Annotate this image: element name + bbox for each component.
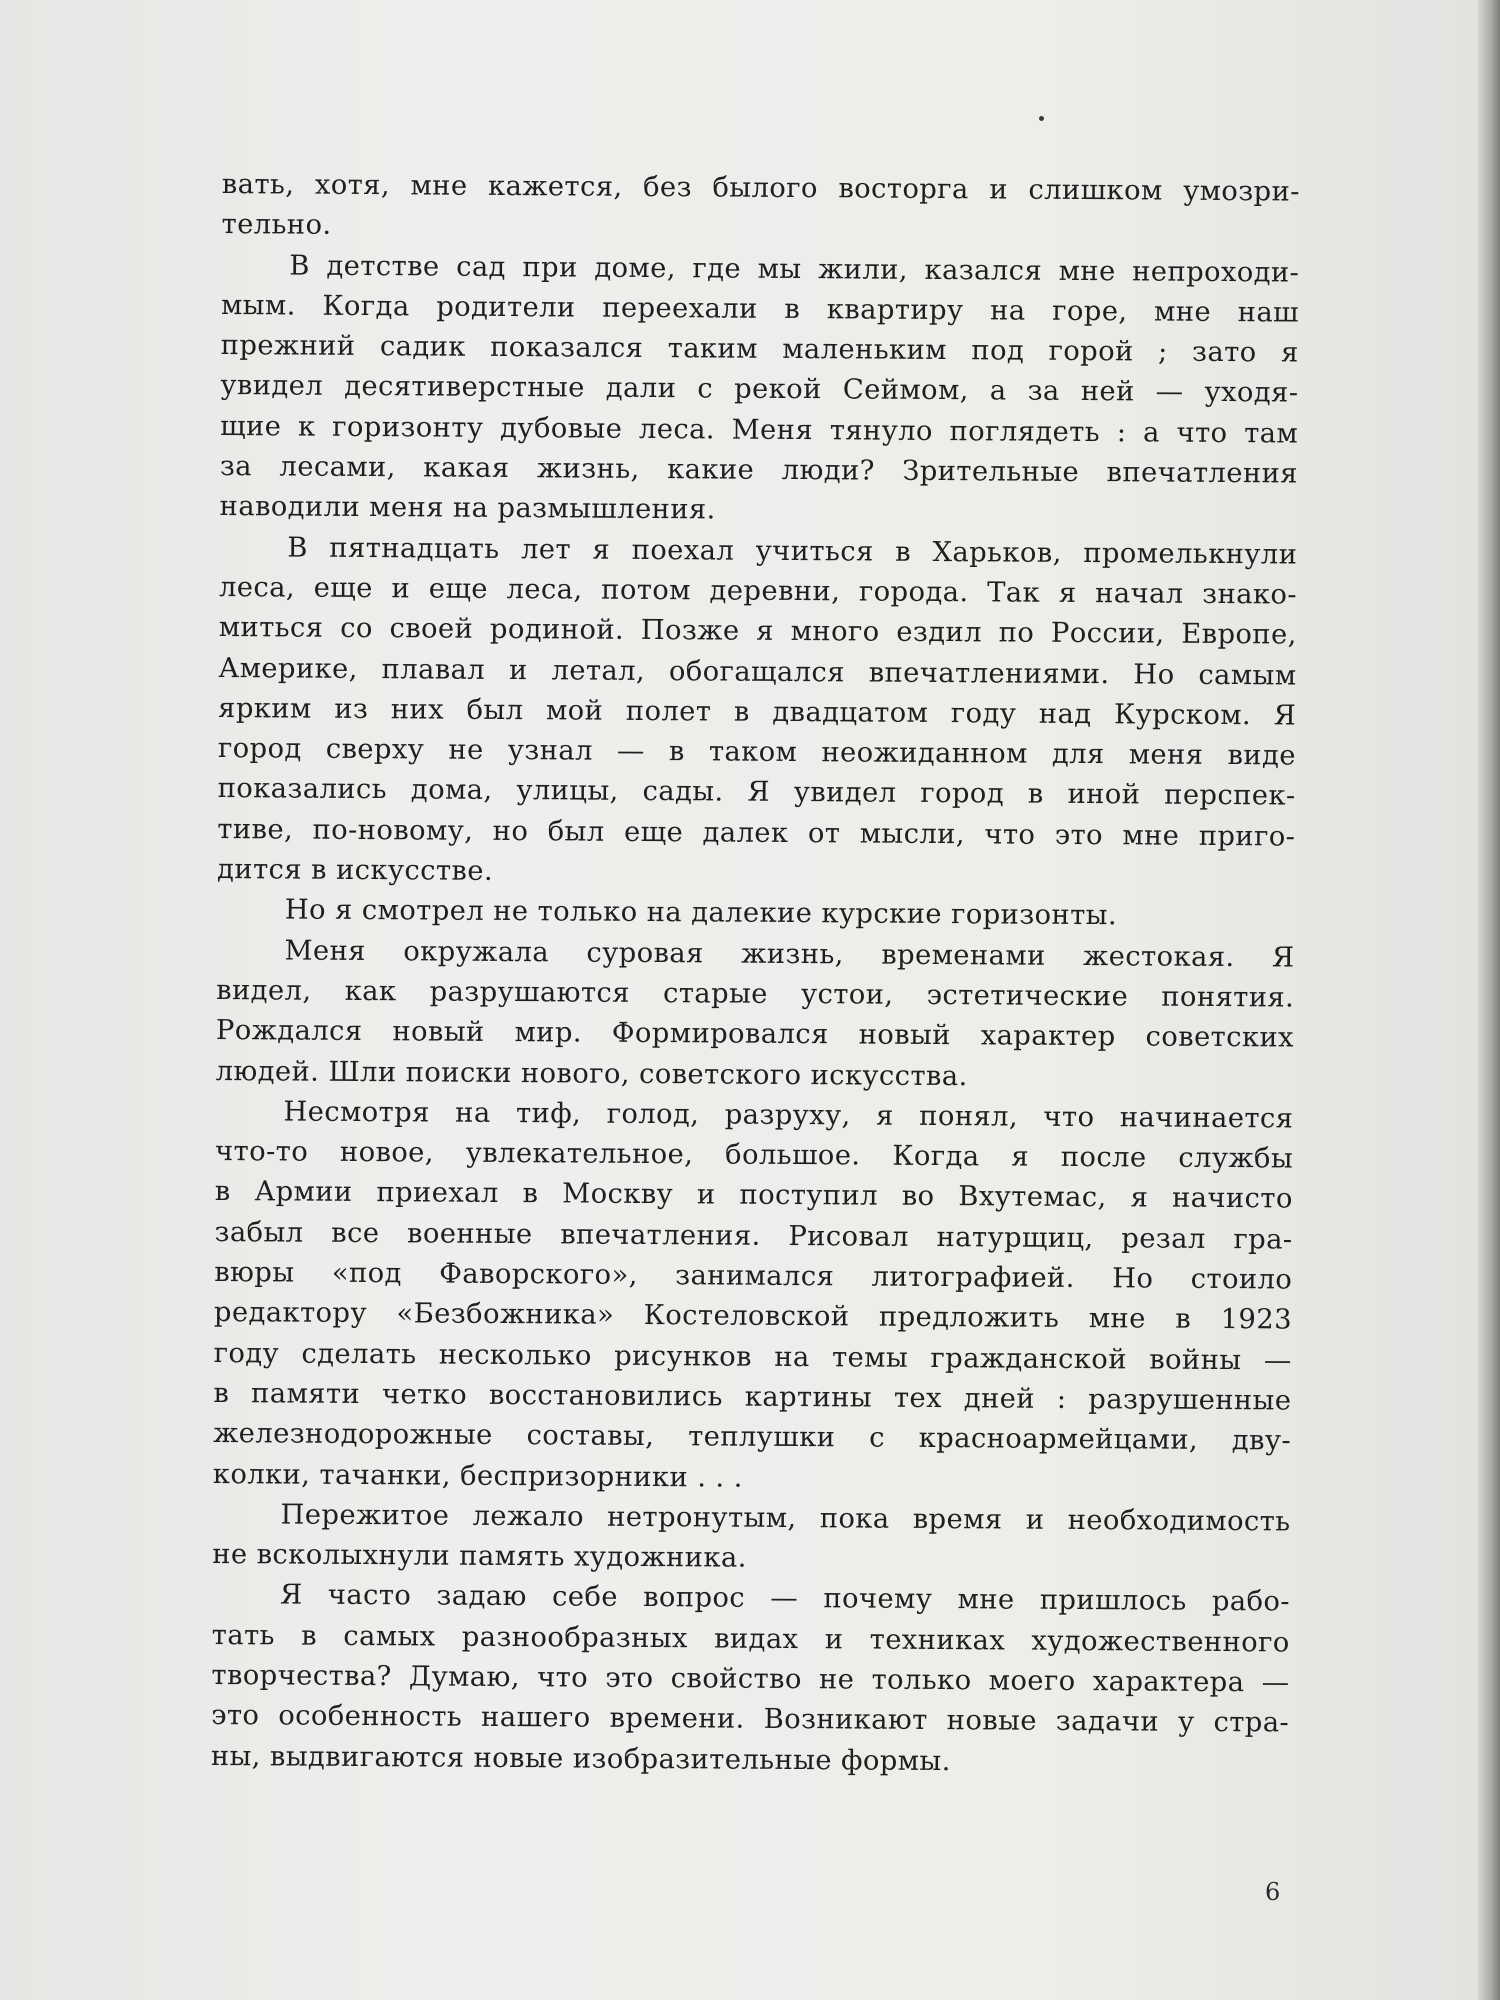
text-line: ярким из них был мой полет в двадцатом году над Курском. Я <box>218 692 1297 732</box>
text-line: вать, хотя, мне кажется, без былого восторга и слишком умозри- <box>221 168 1300 208</box>
text-line: творчества? Думаю, что это свойство не только моего характера — <box>211 1659 1290 1699</box>
text-line: что-то новое, увлекательное, большое. Когда я после службы <box>215 1136 1294 1175</box>
text-line: Пережитое лежало нетронутым, пока время и необходимость <box>280 1499 1291 1538</box>
paragraph <box>216 931 1295 1100</box>
body-text <box>211 165 1300 1784</box>
paragraph <box>211 1575 1290 1784</box>
text-line: наводили меня на размышления. <box>219 491 716 526</box>
text-line: леса, еще и еще леса, потом деревни, города. Так я начал знако- <box>218 571 1298 611</box>
text-line: колки, тачанки, беспризорники . . . <box>212 1458 743 1494</box>
text-line: Несмотря на тиф, голод, разруху, я понял, что начинается <box>283 1096 1294 1135</box>
paragraph <box>217 890 1295 938</box>
paragraph <box>213 1092 1294 1502</box>
paragraph <box>212 1495 1291 1583</box>
text-line: тать в самых разнообразных видах и техниках художественного <box>211 1619 1290 1659</box>
text-line: мым. Когда родители переехали в квартиру на горе, мне наш <box>220 289 1300 329</box>
text-line: видел, как разрушаются старые устои, эстетические понятия. <box>216 974 1295 1014</box>
text-line: железнодорожные составы, теплушки с красноармейцами, дву- <box>213 1418 1292 1457</box>
text-line: в памяти четко восстановились картины тех дней : разрушенные <box>213 1377 1292 1417</box>
text-line: щие к горизонту дубовые леса. Меня тянуло поглядеть : а что там <box>220 410 1299 450</box>
text-line: людей. Шли поиски нового, советского искусства. <box>215 1055 968 1092</box>
paragraph <box>221 165 1300 253</box>
text-line: редактору «Безбожника» Костеловской предложить мне в 1923 <box>213 1297 1293 1336</box>
text-line: не всколыхнули память художника. <box>212 1539 747 1574</box>
text-line: в Армии приехал в Москву и поступил во Вхутемас, я начисто <box>214 1176 1293 1215</box>
text-line: Рождался новый мир. Формировался новый характер советских <box>215 1015 1295 1054</box>
text-line: миться со своей родиной. Позже я много ездил по России, Европе, <box>218 612 1297 651</box>
text-line: показались дома, улицы, сады. Я увидел город в иной перспек- <box>217 773 1296 812</box>
text-line: году сделать несколько рисунков на темы гражданской войны — <box>213 1337 1292 1377</box>
ink-speck <box>1039 116 1044 121</box>
text-line: тиве, по-новому, но был еще далек от мысли, что это мне приго- <box>217 813 1296 853</box>
text-line: прежний садик показался таким маленьким под горой ; зато я <box>220 330 1299 369</box>
text-line: Но я смотрел не только на далекие курские горизонты. <box>284 894 1118 932</box>
text-line: ны, выдвигаются новые изобразительные формы. <box>210 1740 951 1777</box>
page-edge-shadow <box>1478 0 1500 2000</box>
text-line: забыл все военные впечатления. Рисовал натурщиц, резал гра- <box>214 1216 1293 1256</box>
text-line: вюры «под Фаворского», занимался литографией. Но стоило <box>214 1256 1293 1296</box>
text-line: тельно. <box>221 209 332 242</box>
text-line: дится в искусстве. <box>216 854 494 887</box>
text-line: за лесами, какая жизнь, какие люди? Зрительные впечатления <box>219 451 1298 490</box>
text-line: В детстве сад при доме, где мы жили, казался мне непроходи- <box>289 250 1300 289</box>
text-line: это особенность нашего времени. Возникают новые задачи у стра- <box>211 1700 1290 1739</box>
text-line: город сверху не узнал — в таком неожиданном для меня виде <box>217 733 1297 772</box>
page-number: 6 <box>1265 1878 1281 1906</box>
text-line: Америке, плавал и летал, обогащался впечатлениями. Но самым <box>218 652 1297 692</box>
text-line: В пятнадцать лет я поехал учиться в Харьков, промелькнули <box>287 532 1298 571</box>
paragraph <box>219 246 1299 536</box>
paragraph <box>217 528 1298 898</box>
text-line: увидел десятиверстные дали с рекой Сеймом, а за ней — уходя- <box>220 370 1299 410</box>
text-line: Меня окружала суровая жизнь, временами жестокая. Я <box>284 935 1295 974</box>
text-line: Я часто задаю себе вопрос — почему мне пришлось рабо- <box>279 1579 1291 1618</box>
